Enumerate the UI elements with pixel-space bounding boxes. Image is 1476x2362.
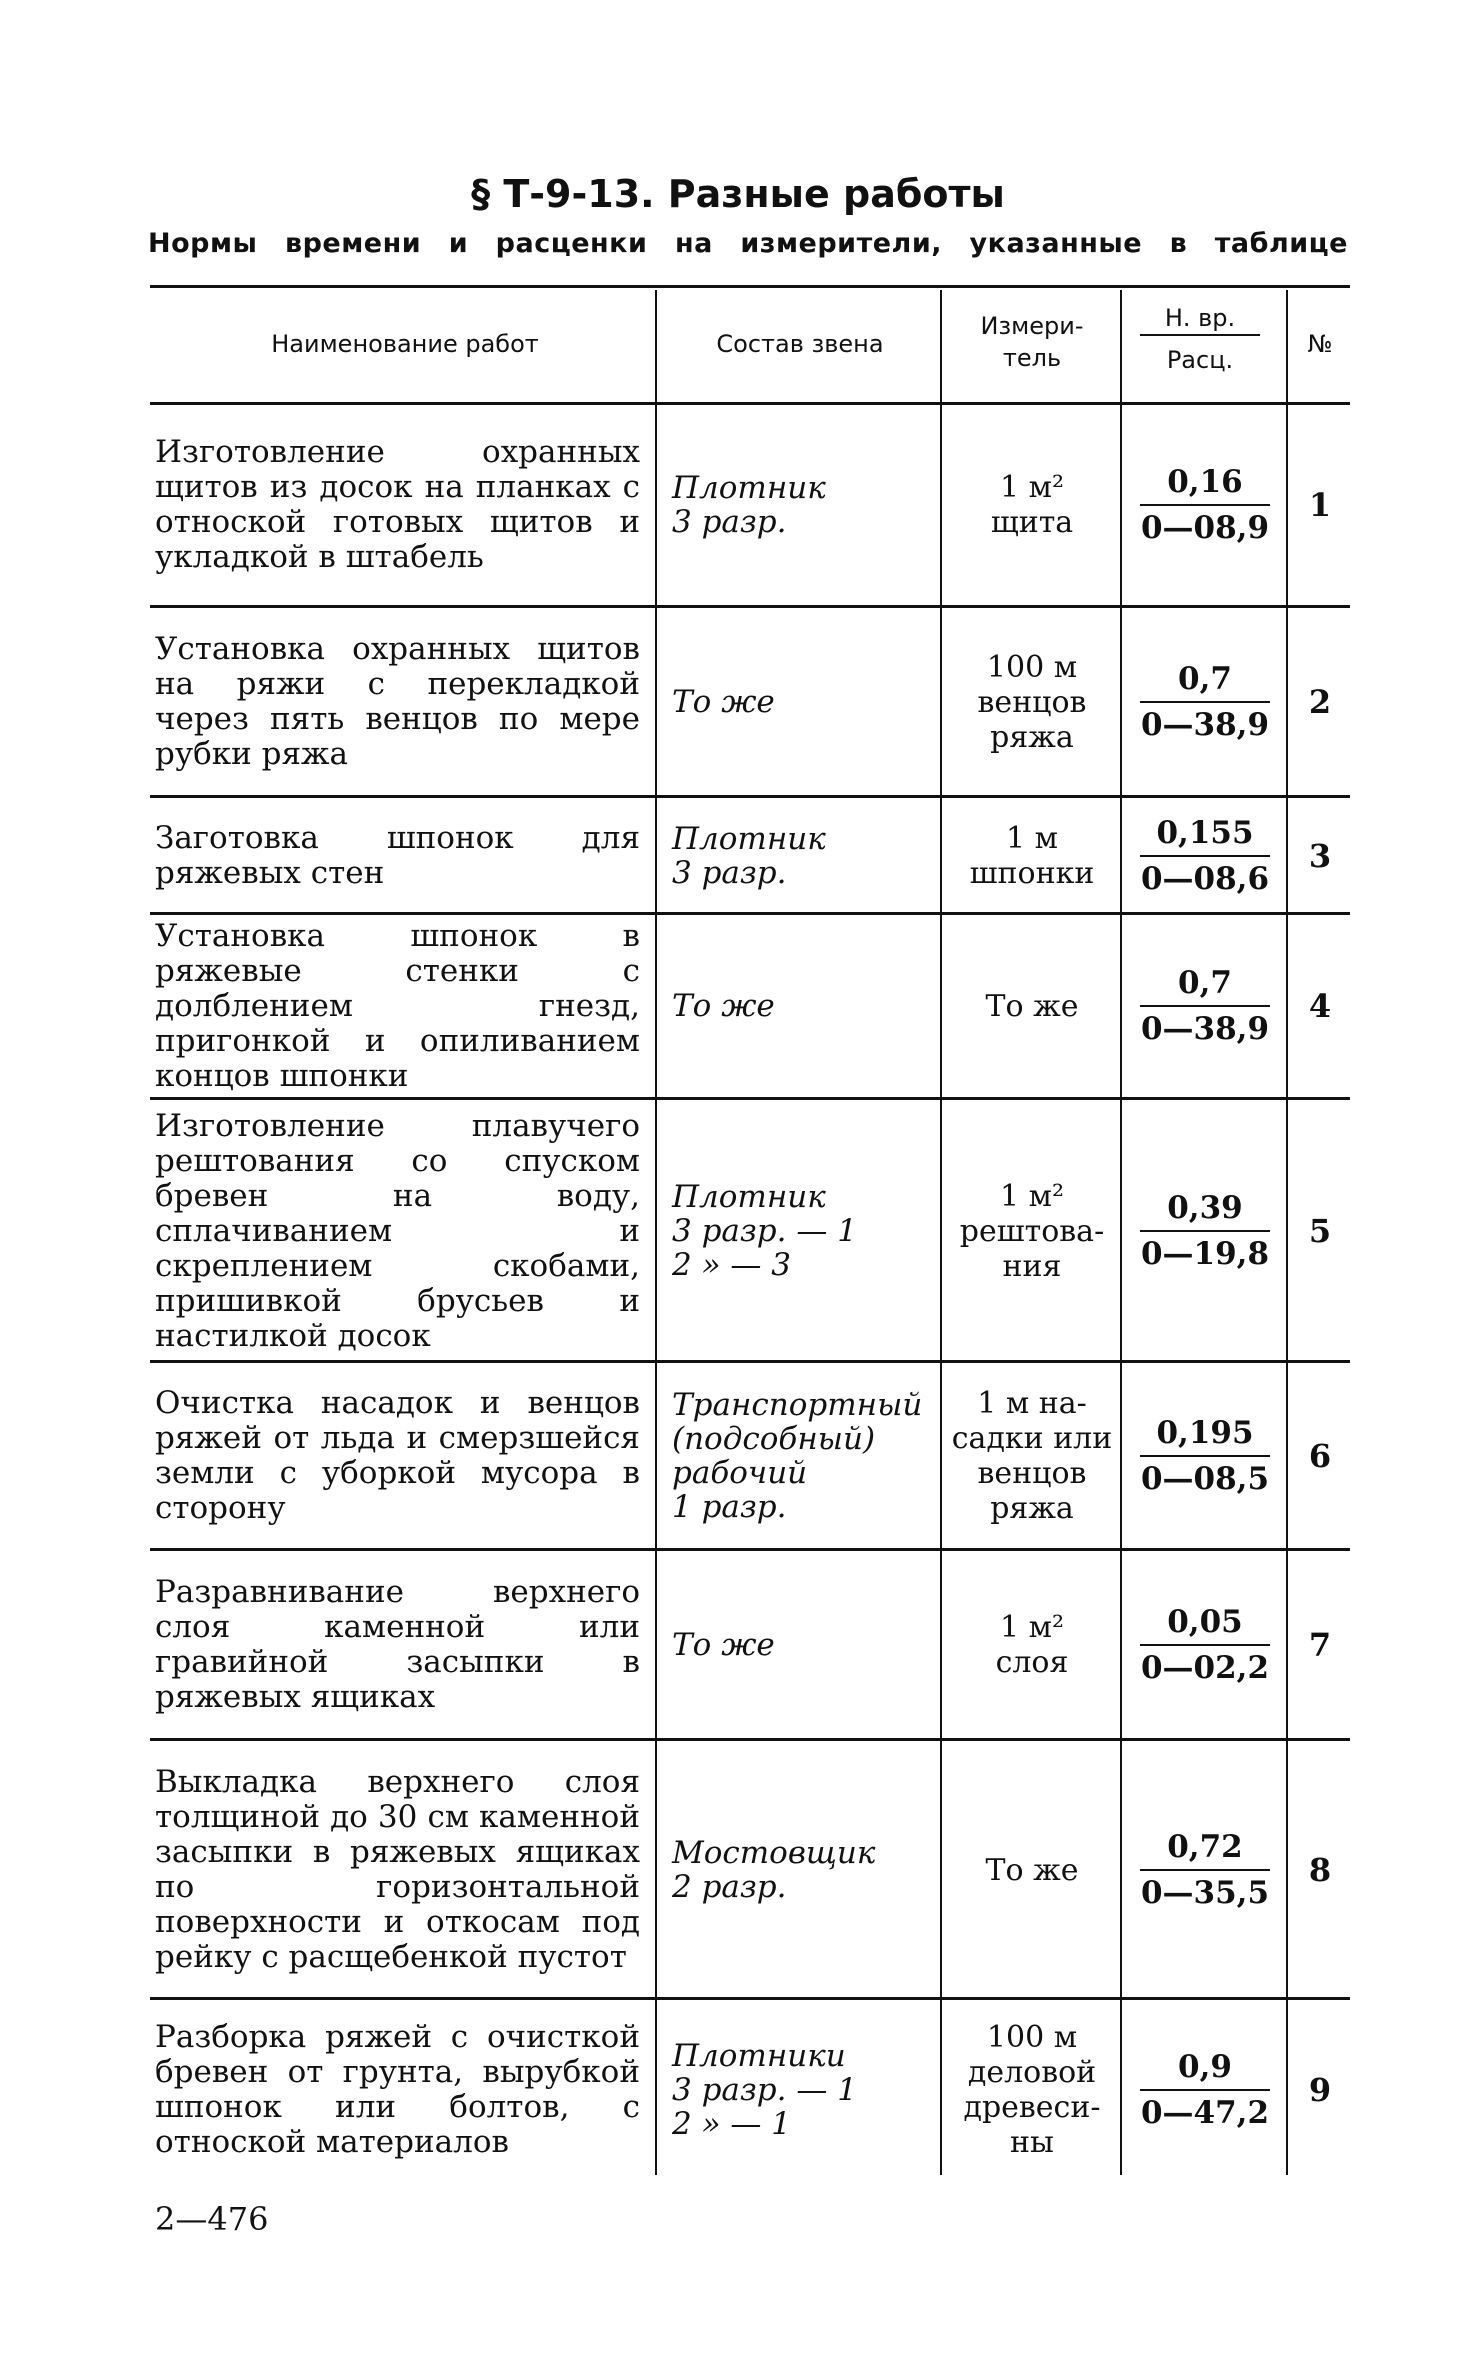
row-rule [150, 605, 1350, 608]
column-divider [655, 290, 657, 2175]
row-1-rate: 0—08,9 [1140, 510, 1270, 546]
row-4-crew: То же [672, 988, 775, 1024]
row-2-norm: 0,7 [1140, 661, 1270, 703]
row-6-crew: Транспортный (подсобный) рабочий 1 разр. [672, 1387, 923, 1525]
row-6-norm: 0,195 [1140, 1415, 1270, 1457]
row-2-number: 2 [1308, 683, 1332, 721]
row-rule [150, 1097, 1350, 1100]
row-2-unit: 100 м венцов ряжа [977, 649, 1087, 755]
row-3-norm-rate [1124, 802, 1286, 910]
row-1-unit: 1 м² щита [990, 470, 1074, 540]
row-1-norm-rate [1124, 410, 1286, 600]
row-2-name: Установка охранных щитов на ряжи с перекладкой через пять венцов по мере рубки ряжа [155, 631, 640, 772]
row-4-name: Установка шпонок в ряжевые стенки с долблением гнезд, пригонкой и опиливанием концов шпонки [155, 917, 640, 1094]
row-4-rate: 0—38,9 [1140, 1011, 1270, 1047]
row-8-name: Выкладка верхнего слоя толщиной до 30 см каменной засыпки в ряжевых ящиках по горизонтальной поверхности и откосам под рейку с расщебенкой пустот [155, 1764, 640, 1975]
row-7-name: Разравнивание верхнего слоя каменной или гравийной засыпки в ряжевых ящиках [155, 1574, 640, 1715]
row-5-norm-rate [1124, 1105, 1286, 1357]
header-bottom-rule [150, 402, 1350, 405]
row-rule [150, 1997, 1350, 2000]
row-9-name: Разборка ряжей с очисткой бревен от грунта, вырубкой шпонок или болтов, с отноской материалов [155, 2019, 640, 2160]
col-header-unit: Измери- тель [980, 312, 1084, 372]
col-header-rate: Расц. [1166, 346, 1234, 374]
row-5-number: 5 [1308, 1212, 1332, 1250]
row-8-norm-rate [1124, 1745, 1286, 1995]
row-3-unit: 1 м шпонки [969, 821, 1095, 891]
section-title: § Т-9-13. Разные работы [471, 172, 1005, 216]
row-rule [150, 1360, 1350, 1363]
row-2-crew: То же [672, 684, 775, 720]
row-rule [150, 795, 1350, 798]
col-header-number: № [1307, 330, 1333, 358]
row-rule [150, 1548, 1350, 1551]
row-8-crew: Мостовщик 2 разр. [672, 1835, 876, 1905]
row-1-number: 1 [1308, 486, 1332, 524]
row-9-number: 9 [1308, 2071, 1332, 2109]
row-6-norm-rate [1124, 1367, 1286, 1545]
row-1-norm: 0,16 [1140, 464, 1270, 506]
row-4-number: 4 [1308, 987, 1332, 1025]
column-divider [1120, 290, 1122, 2175]
row-3-norm: 0,155 [1140, 815, 1270, 857]
row-2-rate: 0—38,9 [1140, 707, 1270, 743]
row-7-norm: 0,05 [1140, 1604, 1270, 1646]
row-8-rate: 0—35,5 [1140, 1875, 1270, 1911]
row-9-unit: 100 м деловой древеси- ны [963, 2020, 1101, 2160]
row-rule [150, 1738, 1350, 1741]
row-5-unit: 1 м² рештова- ния [959, 1178, 1105, 1284]
row-4-norm: 0,7 [1140, 965, 1270, 1007]
row-3-name: Заготовка шпонок для ряжевых стен [155, 820, 640, 891]
row-7-unit: 1 м² слоя [995, 1610, 1069, 1680]
row-5-crew: Плотник 3 разр. — 1 2 » — 3 [672, 1179, 857, 1283]
row-5-rate: 0—19,8 [1140, 1236, 1270, 1272]
row-7-number: 7 [1308, 1626, 1332, 1664]
col-header-norm: Н. вр. [1140, 302, 1260, 336]
row-1-name: Изготовление охранных щитов из досок на планках с отноской готовых щитов и укладкой в штабель [155, 434, 640, 575]
row-rule [150, 912, 1350, 915]
row-9-crew: Плотники 3 разр. — 1 2 » — 1 [672, 2038, 857, 2142]
row-3-number: 3 [1308, 837, 1332, 875]
row-7-rate: 0—02,2 [1140, 1650, 1270, 1686]
header-top-rule [150, 285, 1350, 288]
page-footer-number: 2—476 [155, 2200, 269, 2238]
column-divider [1286, 290, 1288, 2175]
row-6-number: 6 [1308, 1437, 1332, 1475]
row-7-crew: То же [672, 1627, 775, 1663]
row-9-norm-rate [1124, 2005, 1286, 2175]
row-4-unit: То же [985, 988, 1079, 1024]
row-6-unit: 1 м на- садки или венцов ряжа [951, 1386, 1113, 1526]
row-1-crew: Плотник 3 разр. [672, 470, 826, 540]
row-8-unit: То же [985, 1852, 1079, 1888]
col-header-crew: Состав звена [716, 330, 884, 358]
row-8-norm: 0,72 [1140, 1829, 1270, 1871]
table-subtitle: Нормы времени и расценки на измерители, указанные в таблице [148, 228, 1348, 259]
row-2-norm-rate [1124, 612, 1286, 792]
row-7-norm-rate [1124, 1555, 1286, 1735]
row-9-norm: 0,9 [1140, 2049, 1270, 2091]
col-header-name: Наименование работ [271, 330, 539, 358]
row-3-crew: Плотник 3 разр. [672, 821, 826, 891]
row-4-norm-rate [1124, 918, 1286, 1094]
row-8-number: 8 [1308, 1851, 1332, 1889]
row-6-name: Очистка насадок и венцов ряжей от льда и смерзшейся земли с уборкой мусора в сторону [155, 1385, 640, 1526]
row-5-norm: 0,39 [1140, 1190, 1270, 1232]
row-3-rate: 0—08,6 [1140, 861, 1270, 897]
row-6-rate: 0—08,5 [1140, 1461, 1270, 1497]
row-5-name: Изготовление плавучего рештования со спуском бревен на воду, сплачиванием и скреплением скобами, пришивкой брусьев и настилкой досок [155, 1107, 640, 1354]
row-9-rate: 0—47,2 [1140, 2095, 1270, 2131]
